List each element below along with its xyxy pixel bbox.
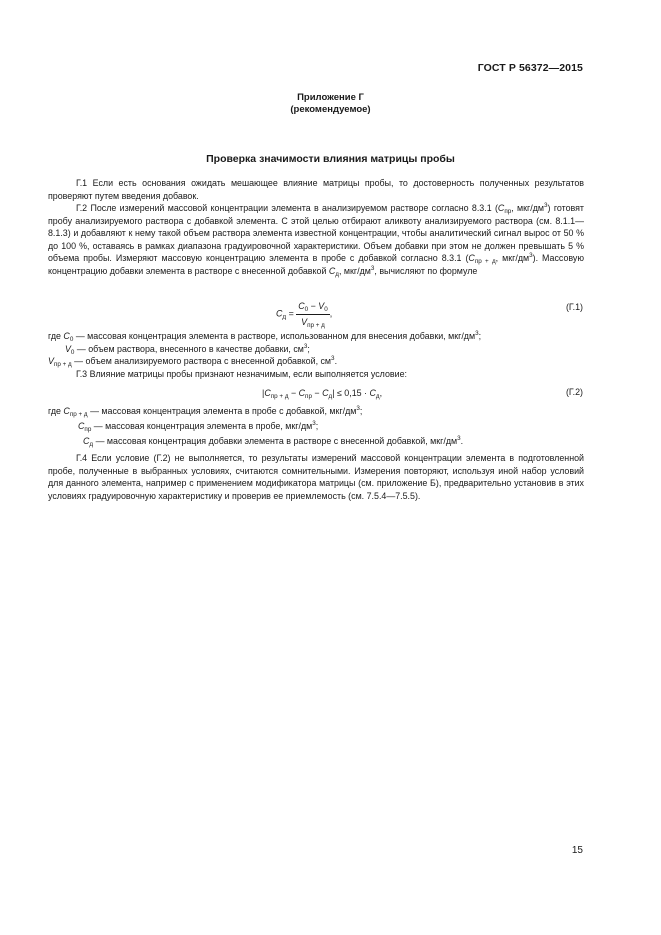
formula-g1: $C_д$ = $\frac{C_0 - V_0}{V_{пр + д}}$ , — [276, 301, 333, 329]
paragraph-g3: Г.3 Влияние матрицы пробы признают незначимым, если выполняется условие: — [76, 369, 407, 379]
section-title: Проверка значимости влияния матрицы пробы — [206, 153, 455, 165]
formula-fraction: $\frac{C_0 - V_0}{V_{пр + д}}$ — [298, 301, 328, 329]
legend-cprd: где $C_{пр + д}$ — массовая концентрация элемента в пробе с добавкой, мкг/$дм^3$; — [48, 405, 363, 418]
appendix-heading — [0, 92, 661, 116]
legend-c0: где $C_0$ — массовая концентрация элемента в растворе, использованном для внесения добавки, мкг/$дм^3$; — [48, 330, 482, 343]
formula-number-g2: (Г.2) — [565, 387, 583, 397]
paragraph-g4: Г.4 Если условие (Г.2) не выполняется, то результаты измерений массовой концентрации элемента в подготовленной пробе, полученные в выбранных условиях, считаются сомнительными. Измерения повторяют, используя иной набор условий для данного элемента, например с применением модификатора матрицы (см. приложение Б), предварительно установив в этих условиях градуировочную характеристику и проверив ее приемлемость (см. 7.5.4—7.5.5). — [48, 453, 584, 501]
paragraph-g1: Г.1 Если есть основания ожидать мешающее влияние матрицы пробы, то достоверность полученных результатов проверяют путем введения добавок. — [48, 178, 584, 201]
formula-g2: $|C_{пр + д} - C_{пр} - C_д| \le 0,15 \cdot C_д$, — [262, 388, 383, 400]
appendix-status: (рекомендуемое) — [290, 104, 371, 115]
legend-v0: $V_0$ — объем раствора, внесенного в качестве добавки, $см^3$; — [65, 343, 310, 356]
legend-vprd: $V_{пр + д}$ — объем анализируемого раствора с внесенной добавкой, $см^3$. — [48, 355, 338, 368]
legend-cd: $C_д$ — массовая концентрация добавки элемента в растворе с внесенной добавкой, мкг/$дм^3$. — [83, 435, 464, 448]
formula-number-g1: (Г.1) — [565, 302, 583, 312]
document-code: ГОСТ Р 56372—2015 — [477, 62, 583, 74]
legend-cpr: $C_{пр}$ — массовая концентрация элемента в пробе, мкг/$дм^3$; — [78, 420, 319, 433]
paragraph-g2: Г.2 После измерений массовой концентрации элемента в анализируемом растворе согласно 8.3.1 ($C_{пр}$, мкг/$дм^3$) готовят пробу анализируемого раствора с добавкой элемента. С этой целью отбирают аликвоту анализируемого раствора (см. 8.1.1—8.1.3) и добавляют к нему такой объем раствора элемента известной концентрации, чтобы аналитический сигнал вырос от 50 % до 100 %, оставаясь в рамках диапазона градуировочной характеристики. Объем добавки при этом не должен превышать 5 % объема пробы. Измеряют массовую концентрацию элемента в пробе с добавкой согласно 8.3.1 ($C_{пр + д}$, мкг/$дм^3$). Массовую концентрацию добавки элемента в растворе с внесенной добавкой $C_д$, мкг/$дм^3$, вычисляют по формуле — [48, 202, 584, 278]
page-number: 15 — [571, 845, 583, 856]
appendix-title: Приложение Г — [297, 92, 364, 103]
